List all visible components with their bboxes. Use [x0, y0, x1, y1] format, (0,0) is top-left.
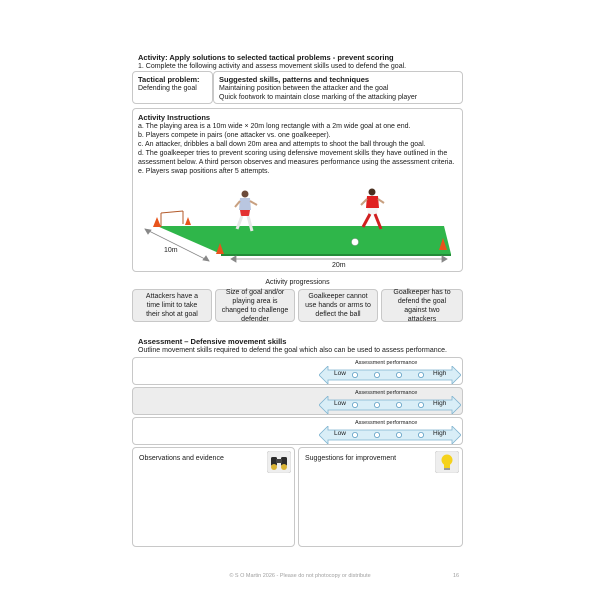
rating-option	[418, 372, 423, 377]
assessment-title: Assessment – Defensive movement skills	[138, 337, 287, 346]
assessment-row[interactable]	[132, 357, 463, 385]
assessment-instruction: Outline movement skills required to defend the goal which also can be used to assess performance.	[138, 347, 447, 354]
tactical-problem-box	[132, 71, 213, 104]
scale-low-label: Low	[334, 370, 346, 377]
page-number: 16	[453, 573, 460, 579]
scale-title: Assessment performance	[355, 360, 418, 366]
scale-high-label: High	[433, 400, 447, 407]
field-illustration	[139, 179, 459, 271]
rating-option	[396, 372, 401, 377]
activity-instructions-box	[132, 108, 463, 272]
progression-text: Size of goal and/or playing area is changed to challenge defender	[221, 288, 289, 323]
progression-card	[381, 289, 463, 322]
progression-text: Goalkeeper cannot use hands or arms to deflect the ball	[305, 293, 371, 318]
rating-option	[352, 432, 357, 437]
footer-copyright: © S O Martin 2026 - Please do not photocopy or distribute	[229, 573, 371, 579]
progression-text: Attackers have a time limit to take their shot at goal	[145, 293, 199, 318]
rating-option	[396, 402, 401, 407]
playing-field	[157, 226, 451, 254]
assessment-row[interactable]	[132, 387, 463, 415]
rating-option	[374, 432, 379, 437]
rating-option	[418, 432, 423, 437]
width-label: 10m	[164, 247, 178, 254]
progression-card	[298, 289, 378, 322]
instruction-line: b. Players compete in pairs (one attacker vs. one goalkeeper).	[138, 132, 331, 140]
instruction-line: assessment below. A third person observes and measures performance using the assessment criteria.	[138, 159, 455, 167]
instructions-title: Activity Instructions	[138, 113, 211, 122]
lightbulb-icon	[435, 451, 459, 473]
tactical-problem-label: Tactical problem:	[138, 75, 200, 84]
scale-high-label: High	[433, 430, 447, 437]
tactical-problem-value: Defending the goal	[138, 85, 197, 93]
cone	[153, 217, 161, 227]
suggested-skills-box	[213, 71, 463, 104]
progression-text: Goalkeeper has to defend the goal against two attackers	[393, 288, 451, 323]
rating-option	[396, 432, 401, 437]
suggested-skill-item: Maintaining position between the attacker and the goal	[219, 85, 389, 93]
observations-box[interactable]	[132, 447, 295, 547]
suggested-skill-item: Quick footwork to maintain close marking of the attacking player	[219, 94, 418, 102]
rating-option	[374, 402, 379, 407]
suggested-skills-label: Suggested skills, patterns and techniques	[219, 75, 370, 84]
scale-low-label: Low	[334, 430, 346, 437]
rating-option	[374, 372, 379, 377]
scale-low-label: Low	[334, 400, 346, 407]
instruction-line: d. The goalkeeper tries to prevent scoring using defensive movement skills they have outlined in the	[138, 150, 448, 158]
length-label: 20m	[332, 262, 346, 269]
observations-label: Observations and evidence	[139, 455, 224, 462]
scale-high-label: High	[433, 370, 447, 377]
scale-title: Assessment performance	[355, 390, 418, 396]
assessment-row[interactable]	[132, 417, 463, 445]
ball	[352, 239, 359, 246]
cone	[185, 217, 191, 225]
section-instruction: 1. Complete the following activity and assess movement skills used to defend the goal.	[138, 63, 407, 70]
scale-title: Assessment performance	[355, 420, 418, 426]
rating-option	[352, 372, 357, 377]
progression-card	[215, 289, 295, 322]
progression-card	[132, 289, 212, 322]
instruction-line: e. Players swap positions after 5 attempts.	[138, 168, 270, 176]
suggestions-box[interactable]	[298, 447, 463, 547]
attacker-figure	[361, 189, 384, 230]
suggestions-label: Suggestions for improvement	[305, 455, 397, 462]
rating-option	[418, 402, 423, 407]
rating-option	[352, 402, 357, 407]
progressions-title: Activity progressions	[265, 279, 330, 286]
goal	[161, 211, 183, 227]
section-title: Activity: Apply solutions to selected tactical problems - prevent scoring	[138, 53, 394, 62]
binoculars-icon	[267, 451, 291, 473]
instruction-line: a. The playing area is a 10m wide × 20m long rectangle with a 2m wide goal at one end.	[138, 123, 411, 131]
instruction-line: c. An attacker, dribbles a ball down 20m area and attempts to shoot the ball through the goal.	[138, 141, 426, 149]
goalkeeper-figure	[235, 191, 257, 232]
